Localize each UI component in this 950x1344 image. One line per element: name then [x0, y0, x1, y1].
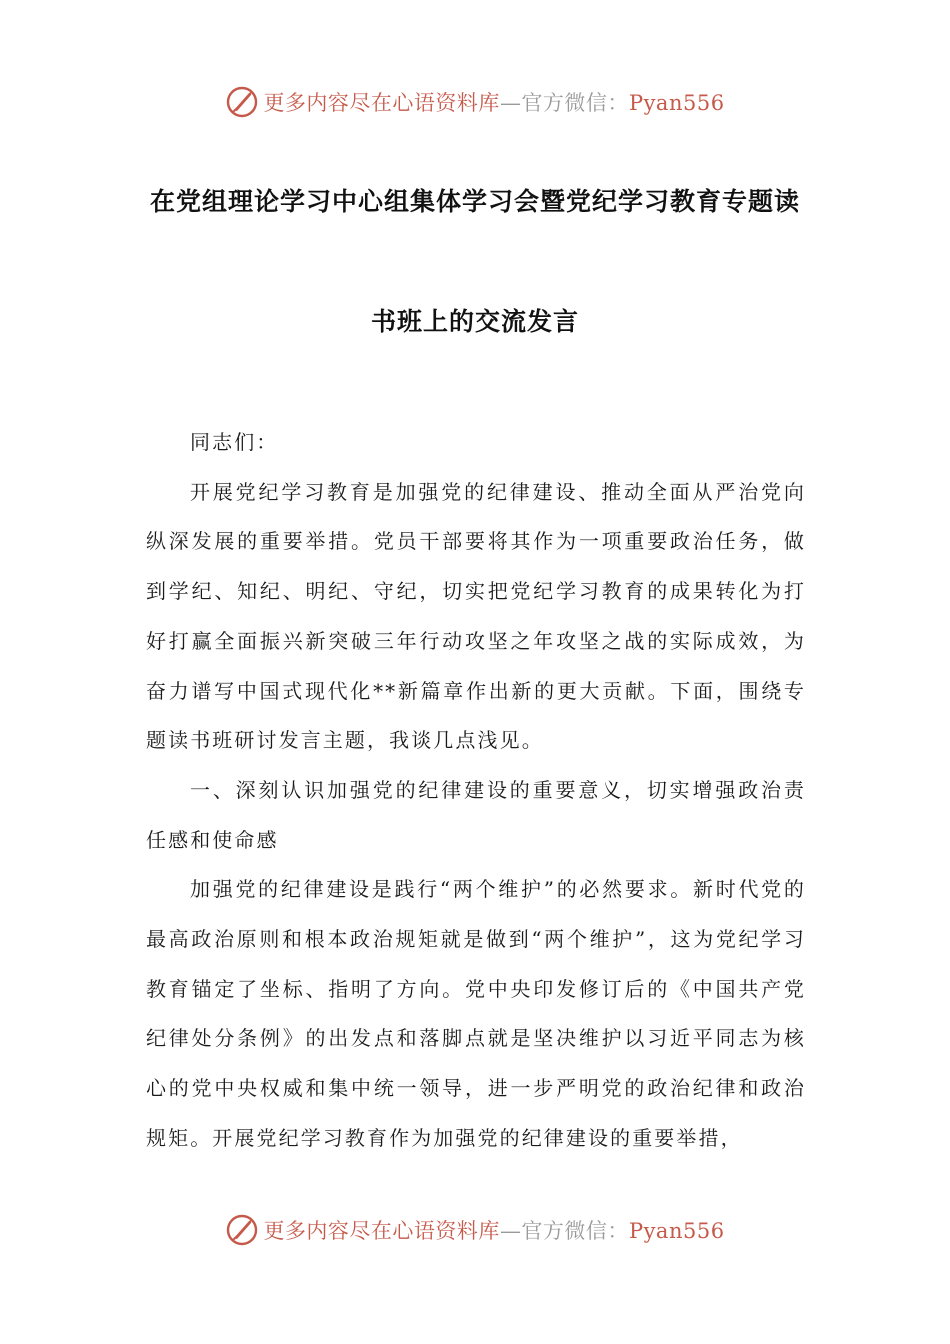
footer-banner-text: 更多内容尽在心语资料库—官方微信：Pyan556 — [263, 1219, 725, 1243]
quill-logo-icon — [225, 1213, 259, 1247]
salutation: 同志们： — [190, 430, 279, 454]
document-title-line-1: 在党组理论学习中心组集体学习会暨党纪学习教育专题读 — [149, 187, 800, 216]
header-banner-text: 更多内容尽在心语资料库—官方微信：Pyan556 — [263, 91, 725, 115]
quill-logo-icon — [225, 85, 259, 119]
document-body — [146, 418, 806, 1164]
section-heading-1: 一、深刻认识加强党的纪律建设的重要意义，切实增强政治责任感和使命感 — [146, 777, 806, 852]
document-title-line-2: 书班上的交流发言 — [370, 307, 579, 336]
paragraph-2: 加强党的纪律建设是践行“两个维护”的必然要求。新时代党的最高政治原则和根本政治规矩就是做到“两个维护”，这为党纪学习教育锚定了坐标、指明了方向。党中央印发修订后的《中国共产党纪律处分条例》的出发点和落脚点就是坚决维护以习近平同志为核心的党中央权威和集中统一领导，进一步严明党的政治纪律和政治规矩。开展党纪学习教育作为加强党的纪律建设的重要举措， — [146, 877, 806, 1150]
footer-banner — [0, 1210, 950, 1250]
header-banner — [0, 82, 950, 122]
paragraph-1: 开展党纪学习教育是加强党的纪律建设、推动全面从严治党向纵深发展的重要举措。党员干部要将其作为一项重要政治任务，做到学纪、知纪、明纪、守纪，切实把党纪学习教育的成果转化为打好打赢全面振兴新突破三年行动攻坚之年攻坚之战的实际成效，为奋力谱写中国式现代化**新篇章作出新的更大贡献。下面，围绕专题读书班研讨发言主题，我谈几点浅见。 — [146, 479, 806, 753]
